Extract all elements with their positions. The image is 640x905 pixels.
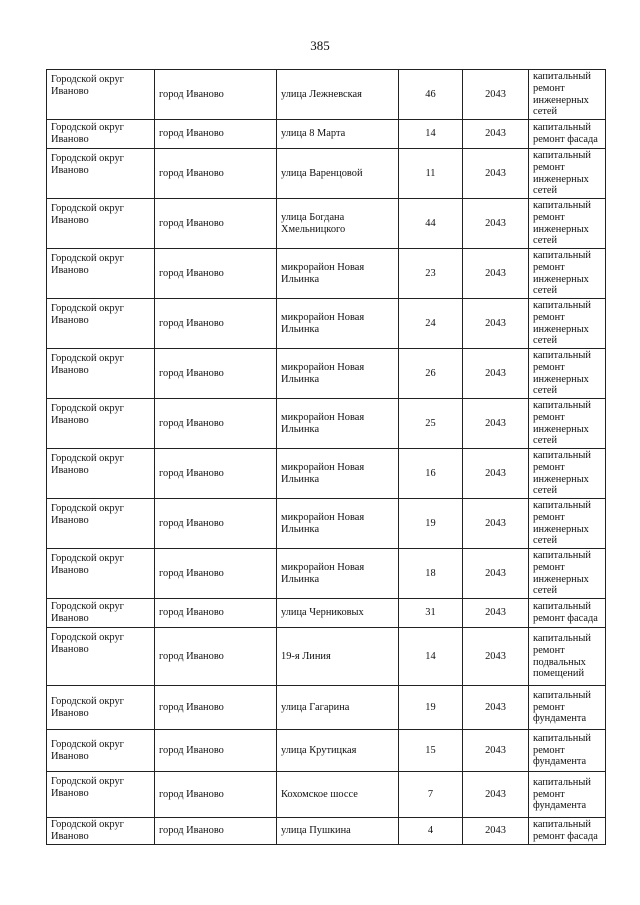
year-cell: 2043	[463, 549, 529, 599]
okrug-cell: Городской округ Иваново	[47, 818, 155, 845]
street-cell: микрорайон Новая Ильинка	[277, 299, 399, 349]
work-type-cell: капитальный ремонт подвальных помещений	[529, 628, 606, 686]
city-cell: город Иваново	[155, 70, 277, 120]
year-cell: 2043	[463, 772, 529, 818]
house-number-cell: 19	[399, 499, 463, 549]
street-cell: улица 8 Марта	[277, 120, 399, 149]
year-cell: 2043	[463, 399, 529, 449]
city-cell: город Иваново	[155, 499, 277, 549]
street-cell: микрорайон Новая Ильинка	[277, 249, 399, 299]
house-number-cell: 11	[399, 149, 463, 199]
year-cell: 2043	[463, 449, 529, 499]
work-type-cell: капитальный ремонт инженерных сетей	[529, 399, 606, 449]
table-row	[47, 549, 606, 599]
okrug-cell: Городской округ Иваново	[47, 399, 155, 449]
work-type-cell: капитальный ремонт инженерных сетей	[529, 299, 606, 349]
table-row	[47, 349, 606, 399]
year-cell: 2043	[463, 818, 529, 845]
work-type-cell: капитальный ремонт инженерных сетей	[529, 249, 606, 299]
work-type-cell: капитальный ремонт фасада	[529, 120, 606, 149]
work-type-cell: капитальный ремонт фундамента	[529, 686, 606, 730]
okrug-cell: Городской округ Иваново	[47, 120, 155, 149]
house-number-cell: 23	[399, 249, 463, 299]
table-row	[47, 772, 606, 818]
table-row	[47, 599, 606, 628]
table-row	[47, 70, 606, 120]
street-cell: микрорайон Новая Ильинка	[277, 449, 399, 499]
street-cell: улица Варенцовой	[277, 149, 399, 199]
street-cell: улица Крутицкая	[277, 730, 399, 772]
house-number-cell: 15	[399, 730, 463, 772]
year-cell: 2043	[463, 149, 529, 199]
house-number-cell: 7	[399, 772, 463, 818]
house-number-cell: 14	[399, 120, 463, 149]
street-cell: улица Лежневская	[277, 70, 399, 120]
table-row	[47, 299, 606, 349]
okrug-cell: Городской округ Иваново	[47, 730, 155, 772]
house-number-cell: 46	[399, 70, 463, 120]
work-type-cell: капитальный ремонт инженерных сетей	[529, 70, 606, 120]
work-type-cell: капитальный ремонт фундамента	[529, 772, 606, 818]
city-cell: город Иваново	[155, 772, 277, 818]
work-type-cell: капитальный ремонт инженерных сетей	[529, 349, 606, 399]
year-cell: 2043	[463, 120, 529, 149]
house-number-cell: 24	[399, 299, 463, 349]
table-row	[47, 249, 606, 299]
okrug-cell: Городской округ Иваново	[47, 199, 155, 249]
city-cell: город Иваново	[155, 686, 277, 730]
okrug-cell: Городской округ Иваново	[47, 686, 155, 730]
house-number-cell: 19	[399, 686, 463, 730]
year-cell: 2043	[463, 730, 529, 772]
work-type-cell: капитальный ремонт фундамента	[529, 730, 606, 772]
okrug-cell: Городской округ Иваново	[47, 599, 155, 628]
okrug-cell: Городской округ Иваново	[47, 149, 155, 199]
okrug-cell: Городской округ Иваново	[47, 772, 155, 818]
street-cell: улица Пушкина	[277, 818, 399, 845]
street-cell: микрорайон Новая Ильинка	[277, 499, 399, 549]
city-cell: город Иваново	[155, 120, 277, 149]
okrug-cell: Городской округ Иваново	[47, 549, 155, 599]
year-cell: 2043	[463, 599, 529, 628]
table-row	[47, 686, 606, 730]
house-number-cell: 26	[399, 349, 463, 399]
city-cell: город Иваново	[155, 349, 277, 399]
work-type-cell: капитальный ремонт инженерных сетей	[529, 449, 606, 499]
okrug-cell: Городской округ Иваново	[47, 70, 155, 120]
city-cell: город Иваново	[155, 818, 277, 845]
city-cell: город Иваново	[155, 549, 277, 599]
okrug-cell: Городской округ Иваново	[47, 249, 155, 299]
street-cell: микрорайон Новая Ильинка	[277, 549, 399, 599]
year-cell: 2043	[463, 70, 529, 120]
city-cell: город Иваново	[155, 599, 277, 628]
street-cell: микрорайон Новая Ильинка	[277, 349, 399, 399]
house-number-cell: 4	[399, 818, 463, 845]
table-row	[47, 730, 606, 772]
street-cell: улица Гагарина	[277, 686, 399, 730]
work-type-cell: капитальный ремонт инженерных сетей	[529, 499, 606, 549]
house-number-cell: 44	[399, 199, 463, 249]
street-cell: улица Черниковых	[277, 599, 399, 628]
house-number-cell: 14	[399, 628, 463, 686]
city-cell: город Иваново	[155, 449, 277, 499]
table-row	[47, 199, 606, 249]
work-type-cell: капитальный ремонт фасада	[529, 818, 606, 845]
year-cell: 2043	[463, 686, 529, 730]
city-cell: город Иваново	[155, 299, 277, 349]
repair-schedule-table	[46, 69, 606, 845]
city-cell: город Иваново	[155, 199, 277, 249]
street-cell: 19-я Линия	[277, 628, 399, 686]
okrug-cell: Городской округ Иваново	[47, 449, 155, 499]
okrug-cell: Городской округ Иваново	[47, 349, 155, 399]
work-type-cell: капитальный ремонт инженерных сетей	[529, 149, 606, 199]
year-cell: 2043	[463, 249, 529, 299]
year-cell: 2043	[463, 299, 529, 349]
year-cell: 2043	[463, 628, 529, 686]
table-row	[47, 149, 606, 199]
work-type-cell: капитальный ремонт фасада	[529, 599, 606, 628]
street-cell: микрорайон Новая Ильинка	[277, 399, 399, 449]
house-number-cell: 25	[399, 399, 463, 449]
okrug-cell: Городской округ Иваново	[47, 499, 155, 549]
house-number-cell: 31	[399, 599, 463, 628]
year-cell: 2043	[463, 499, 529, 549]
city-cell: город Иваново	[155, 249, 277, 299]
house-number-cell: 18	[399, 549, 463, 599]
year-cell: 2043	[463, 199, 529, 249]
okrug-cell: Городской округ Иваново	[47, 299, 155, 349]
city-cell: город Иваново	[155, 730, 277, 772]
table-row	[47, 818, 606, 845]
table-row	[47, 499, 606, 549]
work-type-cell: капитальный ремонт инженерных сетей	[529, 549, 606, 599]
table-row	[47, 628, 606, 686]
city-cell: город Иваново	[155, 628, 277, 686]
street-cell: Кохомское шоссе	[277, 772, 399, 818]
year-cell: 2043	[463, 349, 529, 399]
city-cell: город Иваново	[155, 149, 277, 199]
street-cell: улица Богдана Хмельницкого	[277, 199, 399, 249]
house-number-cell: 16	[399, 449, 463, 499]
work-type-cell: капитальный ремонт инженерных сетей	[529, 199, 606, 249]
page-number: 385	[310, 38, 330, 53]
table-row	[47, 449, 606, 499]
table-row	[47, 120, 606, 149]
city-cell: город Иваново	[155, 399, 277, 449]
table-row	[47, 399, 606, 449]
okrug-cell: Городской округ Иваново	[47, 628, 155, 686]
